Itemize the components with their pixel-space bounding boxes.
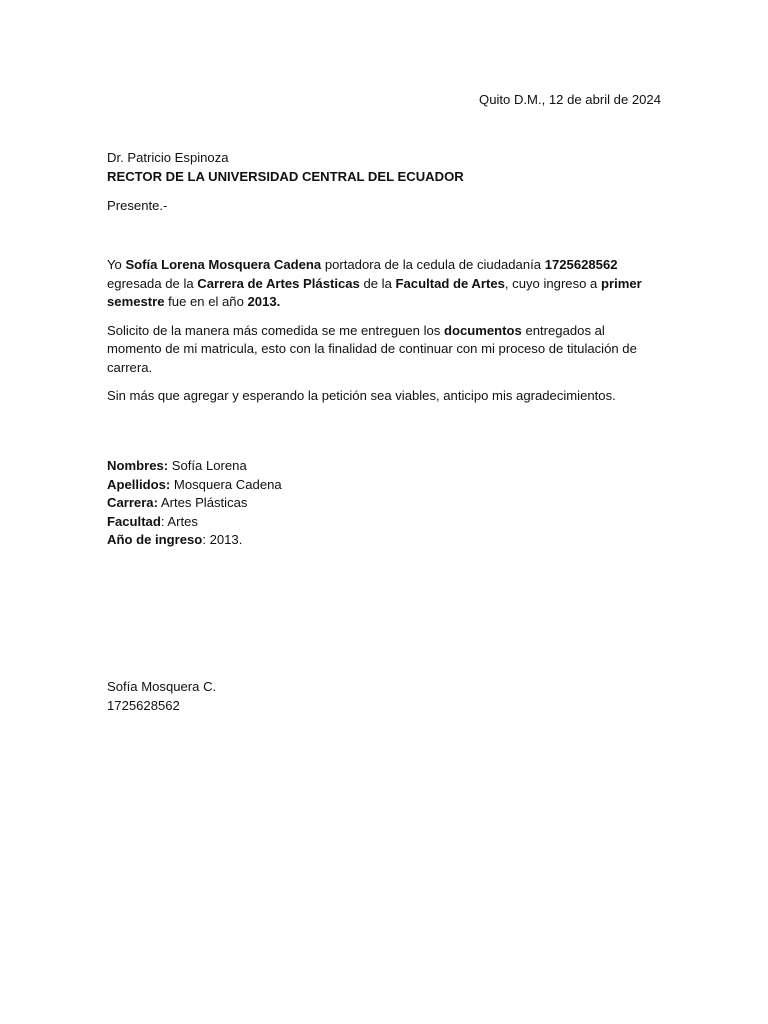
text-run: Solicito de la manera más comedida se me entreguen los — [107, 322, 444, 338]
detail-row — [107, 513, 282, 532]
text-run: portadora de la cedula de ciudadanía — [321, 257, 545, 272]
applicant-name: Sofía Lorena Mosquera Cadena — [125, 257, 322, 272]
signature-block — [107, 678, 216, 715]
career-name: Carrera de Artes Plásticas — [197, 275, 360, 291]
text-run: fue en el año — [164, 294, 248, 309]
detail-row — [107, 476, 282, 495]
detail-label: Carrera: — [107, 495, 158, 510]
detail-label: Apellidos: — [107, 476, 171, 492]
detail-label: Nombres: — [107, 458, 169, 473]
text-run: egresada de la — [107, 275, 198, 291]
signature-id: 1725628562 — [107, 697, 180, 713]
letter-date: Quito D.M., 12 de abril de 2024 — [479, 92, 661, 107]
recipient-name: Dr. Patricio Espinoza — [107, 150, 229, 165]
paragraph-request — [107, 322, 661, 378]
applicant-details — [107, 457, 282, 550]
entry-year: 2013. — [247, 294, 281, 309]
detail-value: Sofía Lorena — [168, 458, 247, 473]
detail-value: : Artes — [160, 513, 198, 529]
paragraph-intro — [107, 256, 661, 312]
recipient-block — [107, 149, 464, 186]
text-run: entregados al momento de mi matricula, esto con la finalidad de continuar con mi proceso de titulación de carrera. — [107, 322, 637, 375]
detail-row — [107, 531, 282, 550]
id-number: 1725628562 — [544, 257, 618, 272]
text-run: , cuyo ingreso a — [504, 275, 601, 291]
signature-name: Sofía Mosquera C. — [107, 679, 217, 694]
documents-word: documentos — [443, 322, 522, 338]
paragraph-closing: Sin más que agregar y esperando la petición sea viables, anticipo mis agradecimientos. — [107, 388, 616, 403]
text-run: Yo — [107, 257, 126, 272]
detail-row — [107, 494, 282, 513]
recipient-title: RECTOR DE LA UNIVERSIDAD CENTRAL DEL ECUADOR — [107, 168, 464, 184]
semester-text: primer semestre — [107, 275, 642, 309]
detail-label: Facultad — [107, 513, 161, 529]
text-run: de la — [359, 275, 396, 291]
detail-value: Artes Plásticas — [157, 495, 248, 510]
detail-label: Año de ingreso — [107, 532, 203, 547]
letter-body — [107, 256, 661, 416]
detail-row — [107, 457, 282, 476]
greeting: Presente.- — [107, 198, 168, 213]
faculty-name: Facultad de Artes — [395, 275, 505, 291]
detail-value: : 2013. — [202, 532, 243, 547]
detail-value: Mosquera Cadena — [170, 476, 282, 492]
